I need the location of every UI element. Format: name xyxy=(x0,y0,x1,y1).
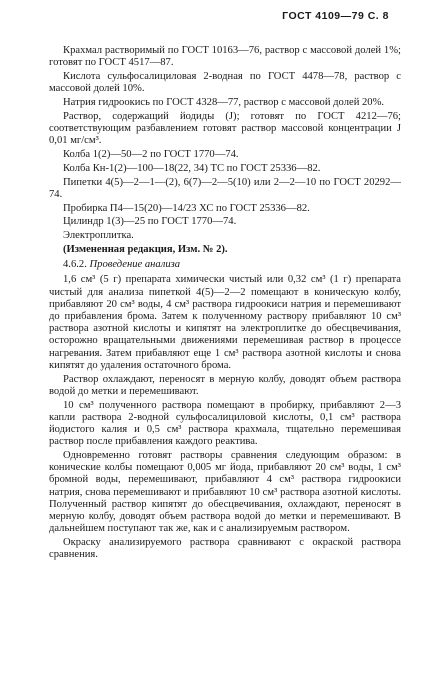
amendment-note: (Измененная редакция, Изм. № 2). xyxy=(63,243,228,255)
equipment-flask: Колба 1(2)—50—2 по ГОСТ 1770—74. xyxy=(63,149,239,160)
section-heading xyxy=(49,259,401,271)
procedure-paragraph: Окраску анализируемого раствора сравнивают с окраской раствора сравнения. xyxy=(49,537,401,561)
procedure-paragraph: Раствор охлаждают, переносят в мерную колбу, доводят объем раствора водой до метки и перемешивают. xyxy=(49,373,401,397)
procedure-paragraph: 1,6 см³ (5 г) препарата химически чистый или 0,32 см³ (1 г) препарата чистый для анализа пипеткой 4(5)—2—2 помещают в коническую колбу, прибавляют 20 см³ воды, 4 см³ раствора гидроокиси натрия и перемешивают до прибавления брома. Затем к полученному раствору прибавляют 10 см³ раствора азотной кислоты и кипятят на электроплитке до обесцвечивания, осторожно вращательными движениями перемешивая раствор в процессе нагревания. Затем прибавляют еще 1 см³ раствора азотной кислоты и снова кипятят до удаления остаточного брома. xyxy=(49,274,401,371)
reagent-sodium-hydroxide: Натрия гидроокись по ГОСТ 4328—77, раствор с массовой долей 20%. xyxy=(63,97,385,108)
section-title: Проведение анализа xyxy=(89,259,181,271)
equipment-cylinder: Цилиндр 1(3)—25 по ГОСТ 1770—74. xyxy=(63,216,237,228)
procedure-paragraph: Одновременно готовят растворы сравнения следующим образом: в конические колбы помещают 0,005 мг йода, прибавляют 20 см³ воды, 1 см³ бромной воды, перемешивают, прибавляют 4 см³ раствора гидроокиси натрия, снова перемешивают и прибавляют 10 см³ раствора азотной кислоты. Полученный раствор кипятят до обесцвечивания, охлаждают, переносят в мерную колбу, доводят объем раствора водой до метки и перемешивают. В дальнейшем поступают так же, как и с анализируемым раствором. xyxy=(49,450,401,535)
reagent-iodide-solution: Раствор, содержащий йодиды (J); готовят по ГОСТ 4212—76; соответствующим разбавлением готовят раствор массовой концентрации J 0,01 мг/см³. xyxy=(49,110,401,147)
section-number: 4.6.2. xyxy=(63,259,87,271)
equipment-hotplate: Электроплитка. xyxy=(63,230,134,242)
reagent-starch: Крахмал растворимый по ГОСТ 10163—76, раствор с массовой долей 1%; готовят по ГОСТ 4517—87. xyxy=(49,45,401,69)
document-body xyxy=(49,45,401,563)
reagent-sulfosalicylic-acid: Кислота сульфосалициловая 2-водная по ГОСТ 4478—78, раствор с массовой долей 10%. xyxy=(49,71,401,95)
procedure-paragraph: 10 см³ полученного раствора помещают в пробирку, прибавляют 2—3 капли раствора 2-водной сульфосалициловой кислоты, 0,1 см³ раствора йодистого калия и 0,5 см³ раствора крахмала, тщательно перемешивая раствор после прибавления каждого реактива. xyxy=(49,399,401,448)
equipment-pipettes: Пипетки 4(5)—2—1—(2), 6(7)—2—5(10) или 2—2—10 по ГОСТ 20292—74. xyxy=(49,176,401,200)
equipment-conical-flask: Колба Кн-1(2)—100—18(22, 34) ТС по ГОСТ 25336—82. xyxy=(63,162,321,174)
page-header: ГОСТ 4109—79 С. 8 xyxy=(282,10,389,22)
equipment-test-tube: Пробирка П4—15(20)—14/23 ХС по ГОСТ 25336—82. xyxy=(63,202,310,214)
